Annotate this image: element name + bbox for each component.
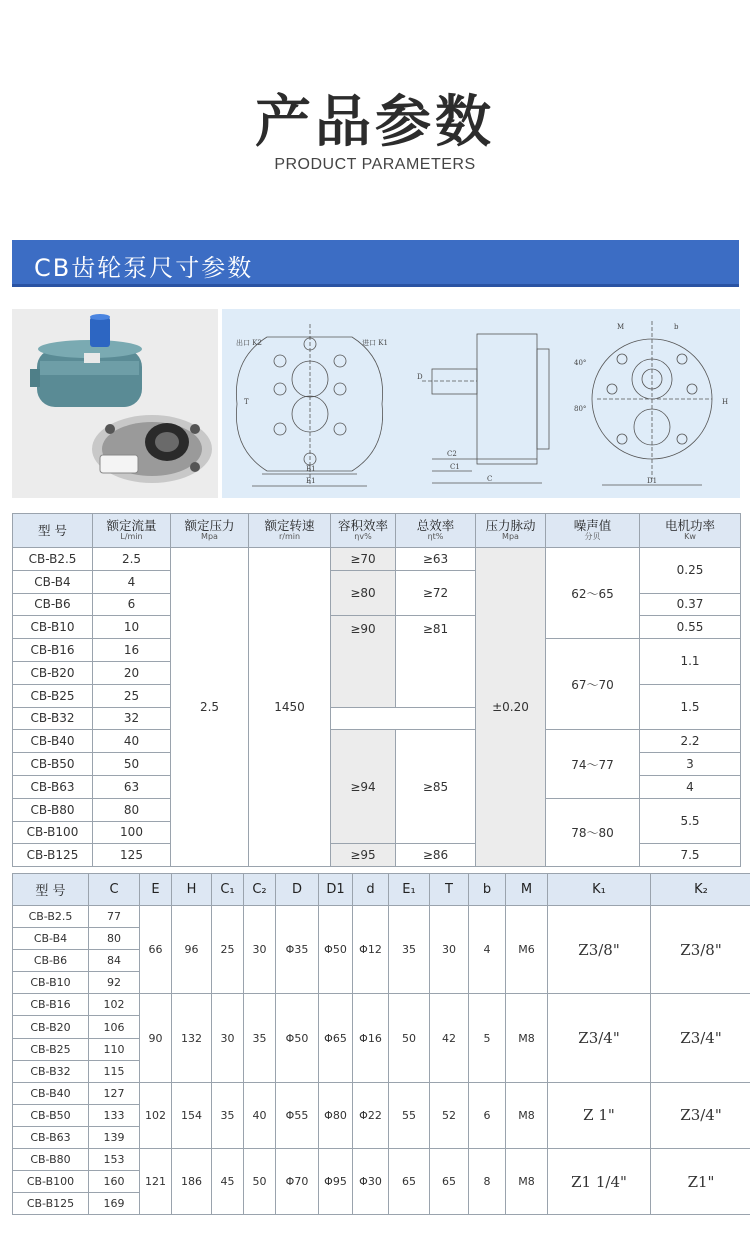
flow-cell: 25 [93, 684, 171, 707]
total-eff-cell: ≥86 [396, 844, 476, 867]
power-cell: 3 [640, 753, 741, 776]
model-cell: CB-B63 [13, 775, 93, 798]
model-cell: CB-B20 [13, 1016, 89, 1038]
d-small-cell: Φ16 [353, 994, 389, 1082]
vol-eff-cell: ≥90 [331, 616, 396, 707]
page-title: 产品参数 [255, 90, 495, 155]
header-noise: 噪声值 分贝 [546, 514, 640, 548]
power-cell: 0.55 [640, 616, 741, 639]
c2-cell: 50 [244, 1149, 276, 1215]
d-small-cell: Φ12 [353, 906, 389, 994]
flow-cell: 100 [93, 821, 171, 844]
noise-cell: 74～77 [546, 730, 640, 798]
power-cell: 0.25 [640, 548, 741, 594]
d-small-cell: Φ22 [353, 1082, 389, 1148]
header-flow: 额定流量 L/min [93, 514, 171, 548]
header-total-eff: 总效率 ηt% [396, 514, 476, 548]
model-cell: CB-B32 [13, 707, 93, 730]
c-cell: 169 [89, 1193, 140, 1215]
power-cell: 1.5 [640, 684, 741, 730]
model-cell: CB-B63 [13, 1126, 89, 1148]
header-d-lower: d [353, 874, 389, 906]
t-cell: 42 [430, 994, 469, 1082]
c-cell: 106 [89, 1016, 140, 1038]
pressure-cell: 2.5 [171, 548, 249, 867]
flow-cell: 80 [93, 798, 171, 821]
table-header-row [13, 514, 741, 548]
model-cell: CB-B25 [13, 1038, 89, 1060]
c1-cell: 45 [212, 1149, 244, 1215]
header-t: T [430, 874, 469, 906]
e-cell: 66 [140, 906, 172, 994]
flow-cell: 125 [93, 844, 171, 867]
model-cell: CB-B20 [13, 661, 93, 684]
e-cell: 102 [140, 1082, 172, 1148]
table-row [13, 906, 750, 928]
k1-cell: Z1 1/4" [548, 1149, 651, 1215]
b-cell: 8 [469, 1149, 506, 1215]
t-cell: 52 [430, 1082, 469, 1148]
dim-b: b [674, 323, 679, 331]
model-cell: CB-B4 [13, 570, 93, 593]
model-cell: CB-B80 [13, 1149, 89, 1171]
header-c1: C₁ [212, 874, 244, 906]
dim-c: C [487, 475, 493, 483]
h-cell: 186 [172, 1149, 212, 1215]
inlet-label: 进口 K1 [362, 339, 388, 347]
header-c: C [89, 874, 140, 906]
dim-h: H [722, 398, 729, 406]
table-row [13, 994, 750, 1016]
header-model: 型 号 [13, 874, 89, 906]
vol-eff-cell: ≥95 [331, 844, 396, 867]
flow-cell: 16 [93, 639, 171, 662]
dim-angle-40: 40° [574, 359, 587, 367]
e1-cell: 65 [389, 1149, 430, 1215]
k2-cell: Z1" [651, 1149, 750, 1215]
e-cell: 90 [140, 994, 172, 1082]
page-subtitle: PRODUCT PARAMETERS [274, 156, 476, 173]
model-cell: CB-B2.5 [13, 906, 89, 928]
flow-cell: 32 [93, 707, 171, 730]
m-cell: M8 [506, 994, 548, 1082]
c-cell: 80 [89, 928, 140, 950]
m-cell: M8 [506, 1082, 548, 1148]
noise-cell: 67～70 [546, 639, 640, 730]
product-photo [12, 309, 218, 498]
section-banner [12, 240, 739, 287]
table-header-row [13, 874, 750, 906]
e-cell: 121 [140, 1149, 172, 1215]
k2-cell: Z3/8" [651, 906, 750, 994]
t-cell: 65 [430, 1149, 469, 1215]
model-cell: CB-B100 [13, 821, 93, 844]
header-m: M [506, 874, 548, 906]
model-cell: CB-B50 [13, 1104, 89, 1126]
model-cell: CB-B100 [13, 1171, 89, 1193]
dim-angle-80: 80° [574, 405, 587, 413]
total-eff-cell: ≥72 [396, 570, 476, 616]
model-cell: CB-B6 [13, 593, 93, 616]
c-cell: 110 [89, 1038, 140, 1060]
total-eff-cell: ≥81 [396, 616, 476, 707]
header-pressure: 额定压力 Mpa [171, 514, 249, 548]
dim-b1: B1 [306, 465, 316, 473]
dim-t: T [244, 398, 249, 406]
header-h: H [172, 874, 212, 906]
vol-eff-cell: ≥94 [331, 730, 396, 844]
flow-cell: 20 [93, 661, 171, 684]
h-cell: 96 [172, 906, 212, 994]
power-cell: 7.5 [640, 844, 741, 867]
dim-d1: D1 [647, 477, 658, 485]
model-cell: CB-B2.5 [13, 548, 93, 571]
h-cell: 154 [172, 1082, 212, 1148]
model-cell: CB-B16 [13, 994, 89, 1016]
model-cell: CB-B80 [13, 798, 93, 821]
model-cell: CB-B125 [13, 1193, 89, 1215]
speed-cell: 1450 [249, 548, 331, 867]
c-cell: 77 [89, 906, 140, 928]
e1-cell: 55 [389, 1082, 430, 1148]
h-cell: 132 [172, 994, 212, 1082]
k1-cell: Z 1" [548, 1082, 651, 1148]
c-cell: 133 [89, 1104, 140, 1126]
header-power: 电机功率 Kw [640, 514, 741, 548]
header-speed: 额定转速 r/min [249, 514, 331, 548]
b-cell: 4 [469, 906, 506, 994]
c2-cell: 40 [244, 1082, 276, 1148]
flow-cell: 50 [93, 753, 171, 776]
technical-drawing [222, 309, 740, 498]
k1-cell: Z3/4" [548, 994, 651, 1082]
model-cell: CB-B50 [13, 753, 93, 776]
d-cell: Φ35 [276, 906, 319, 994]
header-pulse: 压力脉动 Mpa [476, 514, 546, 548]
section-title: CB齿轮泵尺寸参数 [34, 254, 254, 282]
model-cell: CB-B125 [13, 844, 93, 867]
flow-cell: 40 [93, 730, 171, 753]
model-cell: CB-B40 [13, 1082, 89, 1104]
k2-cell: Z3/4" [651, 994, 750, 1082]
noise-cell: 78～80 [546, 798, 640, 866]
vol-eff-cell: ≥80 [331, 570, 396, 616]
table-row [13, 548, 741, 571]
c1-cell: 35 [212, 1082, 244, 1148]
header-b: b [469, 874, 506, 906]
c2-cell: 35 [244, 994, 276, 1082]
header-e1: E₁ [389, 874, 430, 906]
model-cell: CB-B25 [13, 684, 93, 707]
header-d1: D1 [319, 874, 353, 906]
dim-e1: E1 [306, 477, 316, 485]
model-cell: CB-B4 [13, 928, 89, 950]
header-k1: K₁ [548, 874, 651, 906]
dimension-drawing [222, 309, 740, 498]
vol-eff-cell: ≥70 [331, 548, 396, 571]
model-cell: CB-B6 [13, 950, 89, 972]
model-cell: CB-B10 [13, 616, 93, 639]
flow-cell: 4 [93, 570, 171, 593]
total-eff-cell: ≥63 [396, 548, 476, 571]
dim-m: M [617, 323, 625, 331]
c-cell: 84 [89, 950, 140, 972]
m-cell: M6 [506, 906, 548, 994]
c-cell: 139 [89, 1126, 140, 1148]
flow-cell: 63 [93, 775, 171, 798]
c-cell: 92 [89, 972, 140, 994]
e1-cell: 50 [389, 994, 430, 1082]
c-cell: 160 [89, 1171, 140, 1193]
power-cell: 5.5 [640, 798, 741, 844]
dimension-table [12, 873, 750, 1215]
power-cell: 0.37 [640, 593, 741, 616]
noise-cell: 62～65 [546, 548, 640, 639]
table-row [13, 730, 741, 753]
d1-cell: Φ80 [319, 1082, 353, 1148]
d1-cell: Φ95 [319, 1149, 353, 1215]
model-cell: CB-B10 [13, 972, 89, 994]
performance-table [12, 513, 741, 867]
pulse-cell: ±0.20 [476, 548, 546, 867]
d-small-cell: Φ30 [353, 1149, 389, 1215]
d1-cell: Φ50 [319, 906, 353, 994]
total-eff-cell: ≥85 [396, 730, 476, 844]
model-cell: CB-B32 [13, 1060, 89, 1082]
c1-cell: 25 [212, 906, 244, 994]
d1-cell: Φ65 [319, 994, 353, 1082]
dim-c2: C2 [447, 450, 457, 458]
flow-cell: 6 [93, 593, 171, 616]
power-cell: 4 [640, 775, 741, 798]
flow-cell: 2.5 [93, 548, 171, 571]
header-k2: K₂ [651, 874, 750, 906]
c1-cell: 30 [212, 994, 244, 1082]
dim-c1: C1 [450, 463, 460, 471]
c-cell: 115 [89, 1060, 140, 1082]
c-cell: 127 [89, 1082, 140, 1104]
power-cell: 1.1 [640, 639, 741, 685]
header-d-upper: D [276, 874, 319, 906]
table-row [13, 1082, 750, 1104]
d-cell: Φ50 [276, 994, 319, 1082]
e1-cell: 35 [389, 906, 430, 994]
m-cell: M8 [506, 1149, 548, 1215]
k1-cell: Z3/8" [548, 906, 651, 994]
c2-cell: 30 [244, 906, 276, 994]
header-e: E [140, 874, 172, 906]
dim-d: D [417, 373, 423, 381]
c-cell: 102 [89, 994, 140, 1016]
k2-cell: Z3/4" [651, 1082, 750, 1148]
outlet-label: 出口 K2 [236, 339, 262, 347]
table-row [13, 1149, 750, 1171]
b-cell: 6 [469, 1082, 506, 1148]
header-vol-eff: 容积效率 ηv% [331, 514, 396, 548]
b-cell: 5 [469, 994, 506, 1082]
power-cell: 2.2 [640, 730, 741, 753]
flow-cell: 10 [93, 616, 171, 639]
c-cell: 153 [89, 1149, 140, 1171]
header-model: 型 号 [13, 514, 93, 548]
model-cell: CB-B40 [13, 730, 93, 753]
header-c2: C₂ [244, 874, 276, 906]
model-cell: CB-B16 [13, 639, 93, 662]
d-cell: Φ55 [276, 1082, 319, 1148]
gear-pump-illustration [12, 309, 218, 498]
t-cell: 30 [430, 906, 469, 994]
d-cell: Φ70 [276, 1149, 319, 1215]
